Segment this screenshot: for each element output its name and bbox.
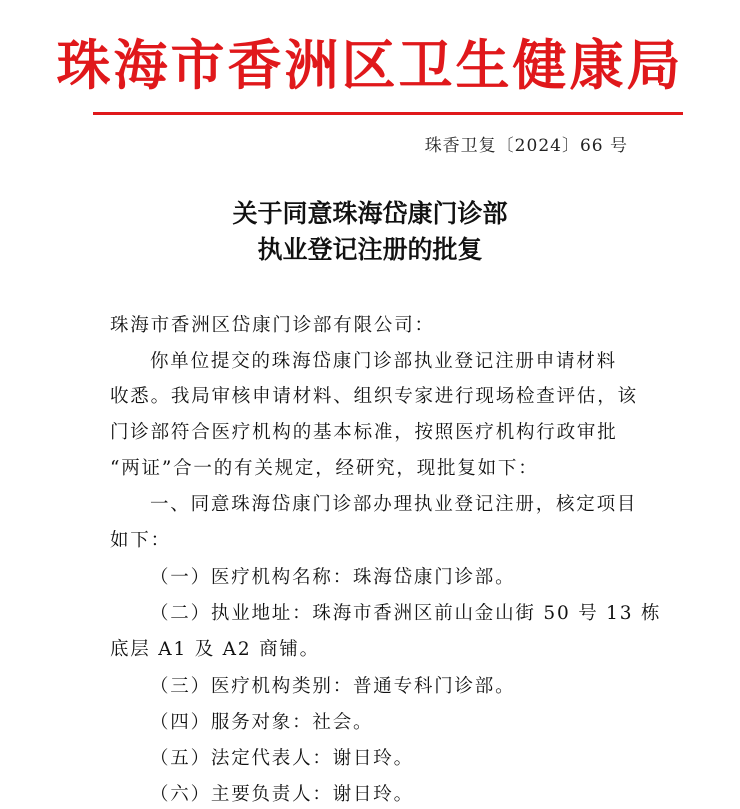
item-institution-name: （一）医疗机构名称：珠海岱康门诊部。 <box>150 567 516 588</box>
document-title-line-2: 执业登记注册的批复 <box>257 235 483 264</box>
paragraph-2-line-1: 一、同意珠海岱康门诊部办理执业登记注册，核定项目 <box>150 494 638 515</box>
paragraph-1-line-2: 收悉。我局审核申请材料、组织专家进行现场检查评估，该 <box>110 386 638 407</box>
item-legal-representative: （五）法定代表人：谢日玲。 <box>150 748 414 769</box>
paragraph-1-line-4: “两证”合一的有关规定，经研究，现批复如下： <box>110 458 539 479</box>
item-practice-address-line-2: 底层 A1 及 A2 商铺。 <box>110 639 320 660</box>
item-principal-person: （六）主要负责人：谢日玲。 <box>150 784 414 805</box>
item-institution-category: （三）医疗机构类别：普通专科门诊部。 <box>150 676 516 697</box>
document-title-line-1: 关于同意珠海岱康门诊部 <box>232 199 508 228</box>
item-service-target: （四）服务对象：社会。 <box>150 712 374 733</box>
paragraph-1-line-3: 门诊部符合医疗机构的基本标准，按照医疗机构行政审批 <box>110 422 618 443</box>
document-number: 珠香卫复〔2024〕66 号 <box>424 136 628 156</box>
paragraph-1-line-1: 你单位提交的珠海岱康门诊部执业登记注册申请材料 <box>150 351 617 372</box>
paragraph-2-line-2: 如下： <box>110 530 171 551</box>
item-practice-address-line-1: （二）执业地址：珠海市香洲区前山金山街 50 号 13 栋 <box>150 603 662 624</box>
issuing-organization-header: 珠海市香洲区卫生健康局 <box>56 33 684 97</box>
red-header-rule <box>93 112 683 115</box>
salutation: 珠海市香洲区岱康门诊部有限公司： <box>110 315 435 336</box>
